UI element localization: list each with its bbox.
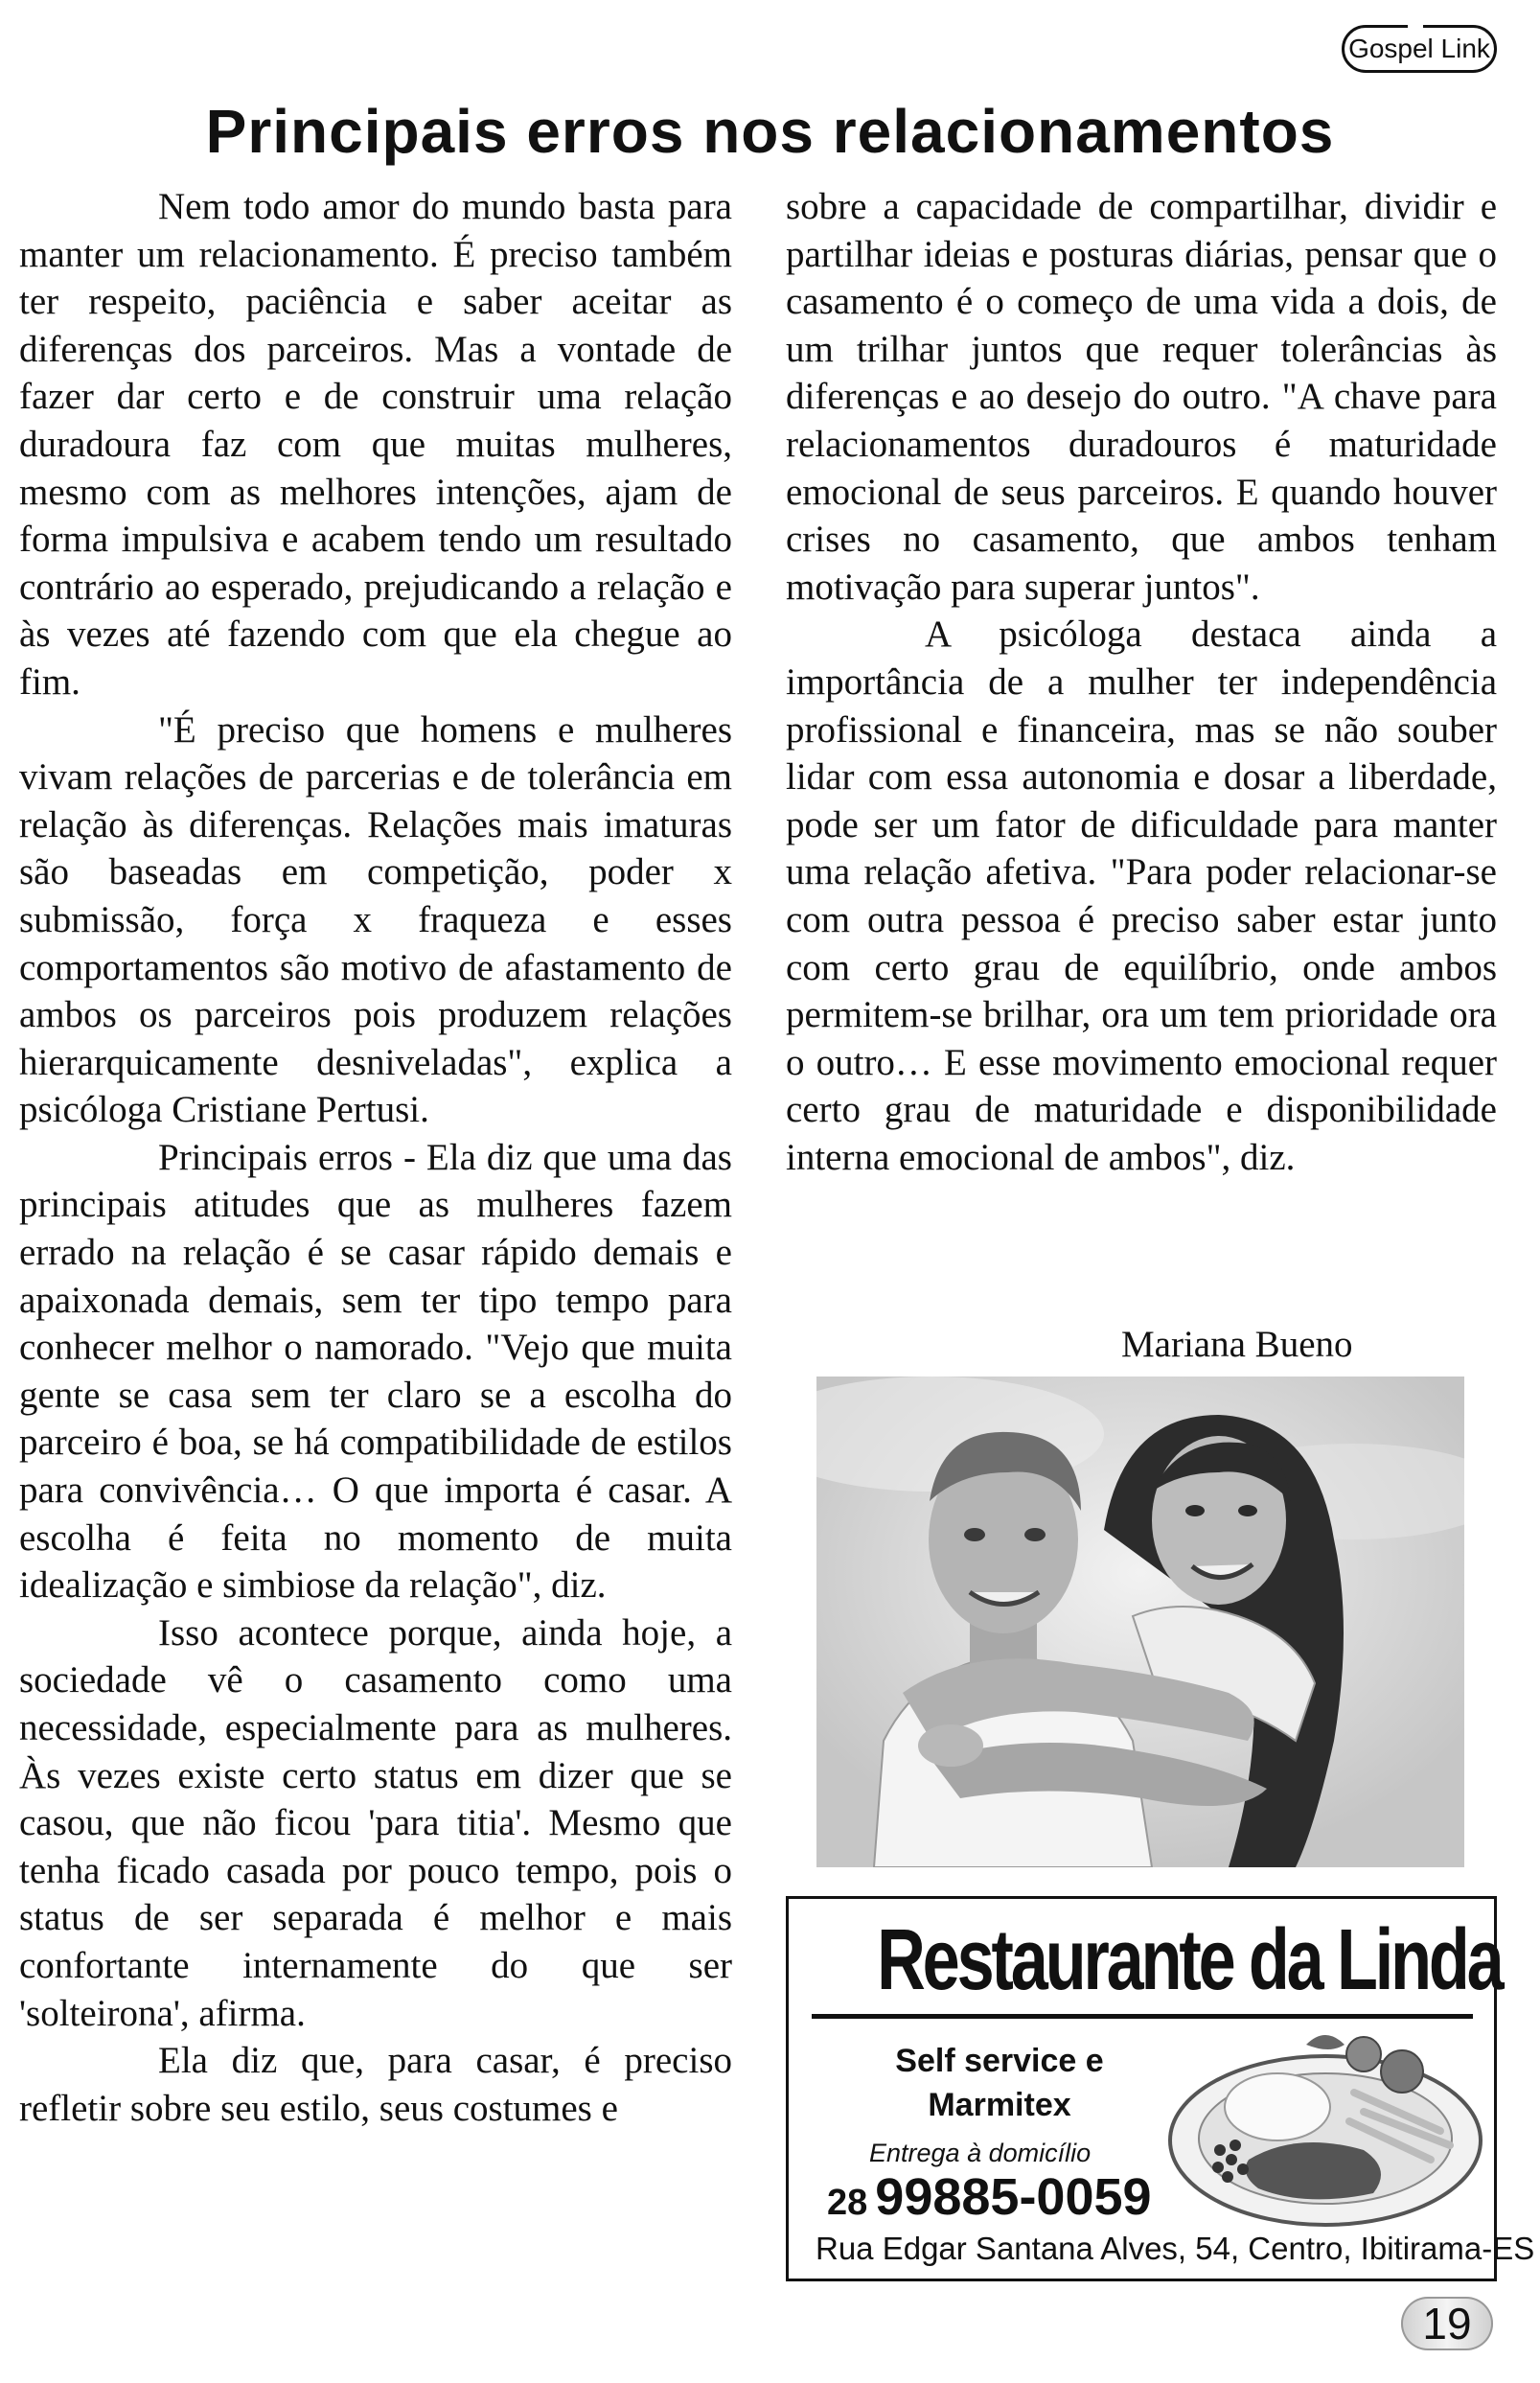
page-number: 19 (1401, 2297, 1493, 2350)
logo-star-icon (1408, 14, 1423, 28)
ad-delivery: Entrega à domicílio (869, 2139, 1092, 2167)
ad-service-line: Marmitex (928, 2087, 1071, 2123)
ad-phone-area-code: 28 (827, 2183, 868, 2223)
ad-address: Rua Edgar Santana Alves, 54, Centro, Ibitirama-ES (816, 2231, 1535, 2266)
ad-services (875, 2039, 1124, 2127)
paragraph: sobre a capacidade de compartilhar, dividir e partilhar ideias e posturas diárias, pensar que o casamento é o começo de uma vida a dois, de um trilhar juntos que requer tolerâncias às diferenças e ao desejo do outro. "A chave para relacionamentos duradouros é maturidade emocional de seus parceiros. E quando houver crises no casamento, que ambos tenham motivação para superar juntos". (786, 186, 1497, 608)
article-right-column (786, 183, 1497, 1181)
article-title: Principais erros nos relacionamentos (205, 97, 1335, 166)
restaurant-advertisement (786, 1896, 1535, 2281)
paragraph: Isso acontece porque, ainda hoje, a sociedade vê o casamento como uma necessidade, especialmente para as mulheres. Às vezes existe certo status em dizer que se casou, que não ficou 'para titia'. Mesmo que tenha ficado casada por pouco tempo, pois o status de ser separada é melhor e mais confortante internamente do que ser 'solteirona', afirma. (19, 1611, 732, 2034)
gospel-link-logo (1342, 25, 1497, 73)
article-byline: Mariana Bueno (1121, 1324, 1353, 1365)
ad-service-line: Self service e (895, 2043, 1104, 2079)
couple-photo-icon (816, 1377, 1464, 1867)
logo-text: Gospel Link (1348, 34, 1490, 63)
ad-phone-number: 99885-0059 (875, 2168, 1152, 2226)
food-plate-icon (1162, 2016, 1488, 2233)
ad-phone (827, 2167, 1152, 2227)
couple-photo (816, 1377, 1464, 1867)
paragraph: Nem todo amor do mundo basta para manter um relacionamento. É preciso também ter respeito, paciência e saber aceitar as diferenças dos parceiros. Mas a vontade de fazer dar certo e de construir uma relação duradoura faz com que muitas mulheres, mesmo com as melhores intenções, ajam de forma impulsiva e acabem tendo um resultado contrário ao esperado, prejudicando a relação e às vezes até fazendo com que ela chegue ao fim. (19, 186, 732, 703)
paragraph: "É preciso que homens e mulheres vivam relações de parcerias e de tolerância em relação às diferenças. Relações mais imaturas são baseadas em competição, poder x submissão, força x fraqueza e esses comportamentos são motivo de afastamento de ambos os parceiros pois produzem relações hierarquicamente desniveladas", explica a psicóloga Cristiane Pertusi. (19, 708, 732, 1131)
paragraph: Ela diz que, para casar, é preciso refletir sobre seu estilo, seus costumes e (19, 2040, 732, 2129)
paragraph: A psicóloga destaca ainda a importância de a mulher ter independência profissional e financeira, mas se não souber lidar com essa autonomia e dosar a liberdade, pode ser um fator de dificuldade para manter uma relação afetiva. "Para poder relacionar-se com outra pessoa é preciso saber estar junto com certo grau de equilíbrio, onde ambos permitem-se brilhar, ora um tem prioridade ora o outro… E esse movimento emocional requer certo grau de maturidade e disponibilidade interna emocional de ambos", diz. (786, 613, 1497, 1178)
article-left-column (19, 183, 732, 2132)
paragraph: Principais erros - Ela diz que uma das principais atitudes que as mulheres fazem errado na relação é se casar rápido demais e apaixonada demais, sem ter tipo tempo para conhecer melhor o namorado. "Vejo que muita gente se casa sem ter claro se a escolha do parceiro é boa, se há compatibilidade de estilos para convivência… O que importa é casar. A escolha é feita no momento de muita idealização e simbiose da relação", diz. (19, 1136, 732, 1607)
ad-title: Restaurante da Linda (877, 1912, 1502, 2008)
